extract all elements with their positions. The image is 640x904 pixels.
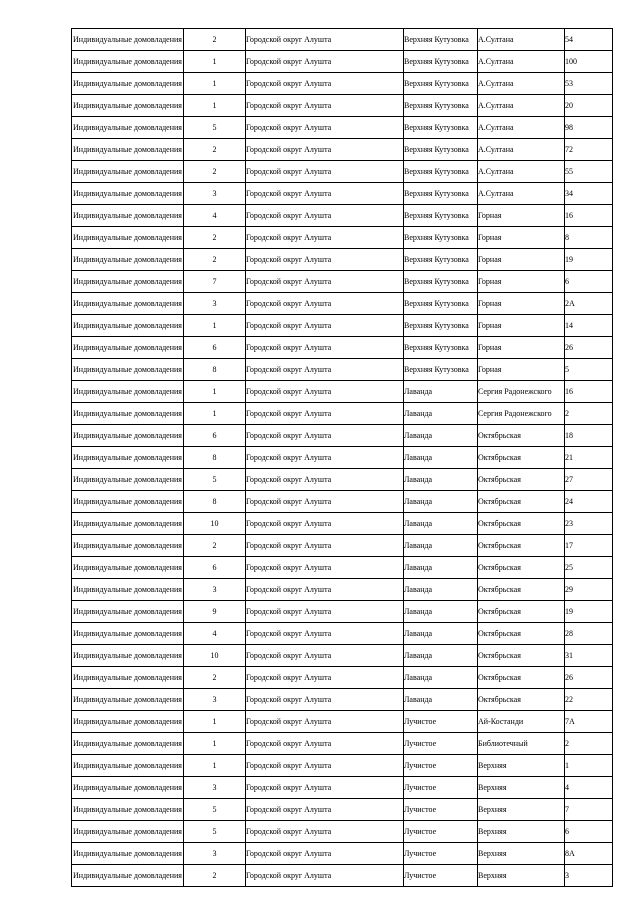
cell-street: А.Султана [478,161,565,183]
cell-settlement: Верхняя Кутузовка [404,139,478,161]
cell-house-number: 24 [565,491,613,513]
table-row [72,645,613,667]
cell-count: 1 [184,733,246,755]
cell-type: Индивидуальные домовладения [72,645,184,667]
cell-count: 3 [184,843,246,865]
cell-house-number: 28 [565,623,613,645]
cell-house-number: 19 [565,601,613,623]
cell-count: 1 [184,711,246,733]
cell-type: Индивидуальные домовладения [72,843,184,865]
cell-type: Индивидуальные домовладения [72,491,184,513]
cell-house-number: 26 [565,667,613,689]
cell-count: 8 [184,359,246,381]
cell-type: Индивидуальные домовладения [72,271,184,293]
cell-type: Индивидуальные домовладения [72,183,184,205]
cell-street: А.Султана [478,139,565,161]
cell-count: 5 [184,821,246,843]
cell-district: Городской округ Алушта [246,425,404,447]
cell-settlement: Верхняя Кутузовка [404,359,478,381]
cell-type: Индивидуальные домовладения [72,403,184,425]
cell-district: Городской округ Алушта [246,579,404,601]
table-row [72,579,613,601]
cell-type: Индивидуальные домовладения [72,711,184,733]
cell-house-number: 6 [565,271,613,293]
cell-type: Индивидуальные домовладения [72,359,184,381]
cell-district: Городской округ Алушта [246,381,404,403]
cell-district: Городской округ Алушта [246,755,404,777]
cell-settlement: Лучистое [404,711,478,733]
cell-settlement: Лаванда [404,447,478,469]
cell-settlement: Лаванда [404,601,478,623]
cell-district: Городской округ Алушта [246,29,404,51]
table-row [72,183,613,205]
cell-house-number: 19 [565,249,613,271]
table-body [72,29,613,887]
cell-house-number: 8А [565,843,613,865]
cell-district: Городской округ Алушта [246,271,404,293]
cell-district: Городской округ Алушта [246,469,404,491]
cell-settlement: Лаванда [404,689,478,711]
cell-type: Индивидуальные домовладения [72,557,184,579]
cell-district: Городской округ Алушта [246,73,404,95]
cell-type: Индивидуальные домовладения [72,337,184,359]
cell-district: Городской округ Алушта [246,205,404,227]
table-row [72,447,613,469]
cell-type: Индивидуальные домовладения [72,139,184,161]
cell-street: Горная [478,249,565,271]
cell-street: Верхняя [478,777,565,799]
cell-count: 1 [184,73,246,95]
cell-street: Верхняя [478,865,565,887]
cell-settlement: Верхняя Кутузовка [404,249,478,271]
table-row [72,513,613,535]
cell-house-number: 16 [565,381,613,403]
cell-count: 10 [184,645,246,667]
cell-street: Верхняя [478,799,565,821]
cell-district: Городской округ Алушта [246,359,404,381]
cell-house-number: 22 [565,689,613,711]
cell-settlement: Верхняя Кутузовка [404,227,478,249]
cell-settlement: Лучистое [404,777,478,799]
cell-district: Городской округ Алушта [246,337,404,359]
cell-street: Сергия Радонежского [478,381,565,403]
cell-count: 9 [184,601,246,623]
cell-settlement: Лучистое [404,843,478,865]
cell-street: Горная [478,205,565,227]
cell-settlement: Верхняя Кутузовка [404,183,478,205]
cell-district: Городской округ Алушта [246,667,404,689]
cell-street: Библиотечный [478,733,565,755]
cell-count: 8 [184,491,246,513]
cell-type: Индивидуальные домовладения [72,73,184,95]
cell-type: Индивидуальные домовладения [72,293,184,315]
cell-house-number: 16 [565,205,613,227]
cell-type: Индивидуальные домовладения [72,777,184,799]
cell-type: Индивидуальные домовладения [72,51,184,73]
cell-house-number: 54 [565,29,613,51]
cell-district: Городской округ Алушта [246,95,404,117]
cell-house-number: 31 [565,645,613,667]
cell-house-number: 2 [565,403,613,425]
cell-district: Городской округ Алушта [246,799,404,821]
cell-street: Октябрьская [478,513,565,535]
cell-count: 1 [184,381,246,403]
cell-type: Индивидуальные домовладения [72,249,184,271]
cell-house-number: 25 [565,557,613,579]
cell-settlement: Верхняя Кутузовка [404,315,478,337]
cell-count: 1 [184,755,246,777]
cell-street: Октябрьская [478,425,565,447]
cell-district: Городской округ Алушта [246,403,404,425]
cell-district: Городской округ Алушта [246,645,404,667]
cell-settlement: Лучистое [404,865,478,887]
cell-district: Городской округ Алушта [246,711,404,733]
cell-settlement: Верхняя Кутузовка [404,161,478,183]
cell-street: А.Султана [478,95,565,117]
cell-count: 6 [184,337,246,359]
cell-street: Октябрьская [478,535,565,557]
table-row [72,469,613,491]
cell-street: Октябрьская [478,601,565,623]
cell-type: Индивидуальные домовладения [72,227,184,249]
cell-type: Индивидуальные домовладения [72,821,184,843]
cell-house-number: 17 [565,535,613,557]
cell-street: Верхняя [478,755,565,777]
cell-type: Индивидуальные домовладения [72,447,184,469]
table-row [72,29,613,51]
cell-street: Горная [478,315,565,337]
cell-district: Городской округ Алушта [246,227,404,249]
cell-district: Городской округ Алушта [246,821,404,843]
table-row [72,777,613,799]
cell-street: Верхняя [478,843,565,865]
cell-type: Индивидуальные домовладения [72,95,184,117]
cell-type: Индивидуальные домовладения [72,513,184,535]
cell-street: Ай-Костанди [478,711,565,733]
cell-count: 2 [184,535,246,557]
table-row [72,711,613,733]
table-row [72,623,613,645]
cell-house-number: 5 [565,359,613,381]
cell-district: Городской округ Алушта [246,535,404,557]
cell-house-number: 7А [565,711,613,733]
cell-settlement: Лаванда [404,469,478,491]
cell-house-number: 6 [565,821,613,843]
table-row [72,205,613,227]
cell-district: Городской округ Алушта [246,865,404,887]
table-row [72,689,613,711]
cell-street: Октябрьская [478,623,565,645]
cell-settlement: Лаванда [404,513,478,535]
cell-street: Октябрьская [478,491,565,513]
cell-settlement: Лучистое [404,755,478,777]
cell-count: 6 [184,557,246,579]
cell-street: Октябрьская [478,557,565,579]
cell-type: Индивидуальные домовладения [72,205,184,227]
cell-type: Индивидуальные домовладения [72,381,184,403]
cell-type: Индивидуальные домовладения [72,469,184,491]
cell-house-number: 23 [565,513,613,535]
cell-house-number: 20 [565,95,613,117]
table-row [72,667,613,689]
cell-house-number: 27 [565,469,613,491]
cell-district: Городской округ Алушта [246,843,404,865]
cell-settlement: Лаванда [404,623,478,645]
table-row [72,535,613,557]
cell-count: 4 [184,205,246,227]
cell-settlement: Лаванда [404,557,478,579]
cell-count: 8 [184,447,246,469]
table-row [72,161,613,183]
cell-count: 10 [184,513,246,535]
cell-street: Октябрьская [478,579,565,601]
table-row [72,601,613,623]
cell-settlement: Лаванда [404,491,478,513]
cell-house-number: 3 [565,865,613,887]
cell-house-number: 55 [565,161,613,183]
cell-house-number: 2А [565,293,613,315]
cell-district: Городской округ Алушта [246,139,404,161]
cell-settlement: Лаванда [404,535,478,557]
cell-settlement: Лаванда [404,667,478,689]
cell-settlement: Лучистое [404,821,478,843]
cell-house-number: 98 [565,117,613,139]
cell-street: Горная [478,293,565,315]
cell-house-number: 1 [565,755,613,777]
table-row [72,51,613,73]
table-row [72,139,613,161]
cell-house-number: 34 [565,183,613,205]
cell-street: Горная [478,337,565,359]
cell-street: Горная [478,359,565,381]
cell-settlement: Лаванда [404,579,478,601]
cell-district: Городской округ Алушта [246,51,404,73]
cell-district: Городской округ Алушта [246,161,404,183]
cell-type: Индивидуальные домовладения [72,601,184,623]
cell-district: Городской округ Алушта [246,601,404,623]
cell-street: А.Султана [478,73,565,95]
cell-district: Городской округ Алушта [246,117,404,139]
cell-count: 4 [184,623,246,645]
cell-type: Индивидуальные домовладения [72,689,184,711]
table-row [72,315,613,337]
cell-type: Индивидуальные домовладения [72,535,184,557]
cell-count: 2 [184,227,246,249]
cell-street: Октябрьская [478,645,565,667]
cell-street: Октябрьская [478,469,565,491]
cell-count: 3 [184,183,246,205]
table-row [72,843,613,865]
cell-count: 5 [184,469,246,491]
cell-house-number: 26 [565,337,613,359]
cell-settlement: Верхняя Кутузовка [404,205,478,227]
cell-street: Октябрьская [478,667,565,689]
cell-type: Индивидуальные домовладения [72,315,184,337]
table-row [72,557,613,579]
cell-settlement: Верхняя Кутузовка [404,51,478,73]
table-row [72,799,613,821]
table-row [72,249,613,271]
cell-house-number: 2 [565,733,613,755]
cell-house-number: 8 [565,227,613,249]
cell-street: А.Султана [478,183,565,205]
table-row [72,227,613,249]
cell-district: Городской округ Алушта [246,557,404,579]
cell-street: Октябрьская [478,447,565,469]
cell-count: 2 [184,667,246,689]
cell-settlement: Лаванда [404,381,478,403]
cell-settlement: Верхняя Кутузовка [404,29,478,51]
table-row [72,117,613,139]
cell-street: Верхняя [478,821,565,843]
cell-count: 2 [184,161,246,183]
table-row [72,403,613,425]
cell-street: Сергия Радонежского [478,403,565,425]
cell-settlement: Лаванда [404,645,478,667]
cell-district: Городской округ Алушта [246,777,404,799]
cell-count: 1 [184,51,246,73]
cell-count: 2 [184,249,246,271]
table-row [72,755,613,777]
cell-settlement: Верхняя Кутузовка [404,117,478,139]
cell-count: 1 [184,403,246,425]
cell-settlement: Лучистое [404,799,478,821]
table-row [72,733,613,755]
table-row [72,337,613,359]
cell-house-number: 14 [565,315,613,337]
cell-type: Индивидуальные домовладения [72,667,184,689]
table-row [72,359,613,381]
cell-type: Индивидуальные домовладения [72,161,184,183]
cell-street: А.Султана [478,29,565,51]
cell-settlement: Лучистое [404,733,478,755]
cell-house-number: 72 [565,139,613,161]
cell-settlement: Лаванда [404,403,478,425]
table-row [72,293,613,315]
cell-district: Городской округ Алушта [246,623,404,645]
cell-count: 7 [184,271,246,293]
cell-district: Городской округ Алушта [246,689,404,711]
cell-type: Индивидуальные домовладения [72,425,184,447]
table-row [72,865,613,887]
table-row [72,95,613,117]
cell-house-number: 100 [565,51,613,73]
table-row [72,271,613,293]
cell-type: Индивидуальные домовладения [72,579,184,601]
cell-count: 3 [184,579,246,601]
cell-house-number: 21 [565,447,613,469]
cell-district: Городской округ Алушта [246,293,404,315]
cell-count: 2 [184,865,246,887]
cell-settlement: Лаванда [404,425,478,447]
cell-count: 1 [184,95,246,117]
cell-type: Индивидуальные домовладения [72,117,184,139]
cell-settlement: Верхняя Кутузовка [404,337,478,359]
cell-type: Индивидуальные домовладения [72,799,184,821]
cell-count: 3 [184,689,246,711]
cell-district: Городской округ Алушта [246,733,404,755]
cell-count: 1 [184,315,246,337]
cell-count: 2 [184,29,246,51]
table-row [72,821,613,843]
cell-house-number: 29 [565,579,613,601]
cell-district: Городской округ Алушта [246,491,404,513]
cell-district: Городской округ Алушта [246,315,404,337]
cell-count: 5 [184,799,246,821]
cell-house-number: 53 [565,73,613,95]
cell-type: Индивидуальные домовладения [72,29,184,51]
cell-street: А.Султана [478,51,565,73]
cell-count: 6 [184,425,246,447]
cell-settlement: Верхняя Кутузовка [404,95,478,117]
cell-house-number: 4 [565,777,613,799]
cell-street: Октябрьская [478,689,565,711]
cell-type: Индивидуальные домовладения [72,623,184,645]
cell-district: Городской округ Алушта [246,447,404,469]
cell-count: 2 [184,139,246,161]
cell-house-number: 18 [565,425,613,447]
cell-district: Городской округ Алушта [246,183,404,205]
cell-type: Индивидуальные домовладения [72,865,184,887]
cell-count: 3 [184,293,246,315]
cell-house-number: 7 [565,799,613,821]
cell-district: Городской округ Алушта [246,249,404,271]
table-row [72,491,613,513]
cell-type: Индивидуальные домовладения [72,733,184,755]
housing-table [71,28,613,887]
cell-district: Городской округ Алушта [246,513,404,535]
cell-street: Горная [478,227,565,249]
cell-street: А.Султана [478,117,565,139]
cell-street: Горная [478,271,565,293]
cell-type: Индивидуальные домовладения [72,755,184,777]
cell-settlement: Верхняя Кутузовка [404,293,478,315]
table-row [72,73,613,95]
cell-count: 5 [184,117,246,139]
cell-settlement: Верхняя Кутузовка [404,73,478,95]
table-row [72,425,613,447]
cell-count: 3 [184,777,246,799]
cell-settlement: Верхняя Кутузовка [404,271,478,293]
table-row [72,381,613,403]
